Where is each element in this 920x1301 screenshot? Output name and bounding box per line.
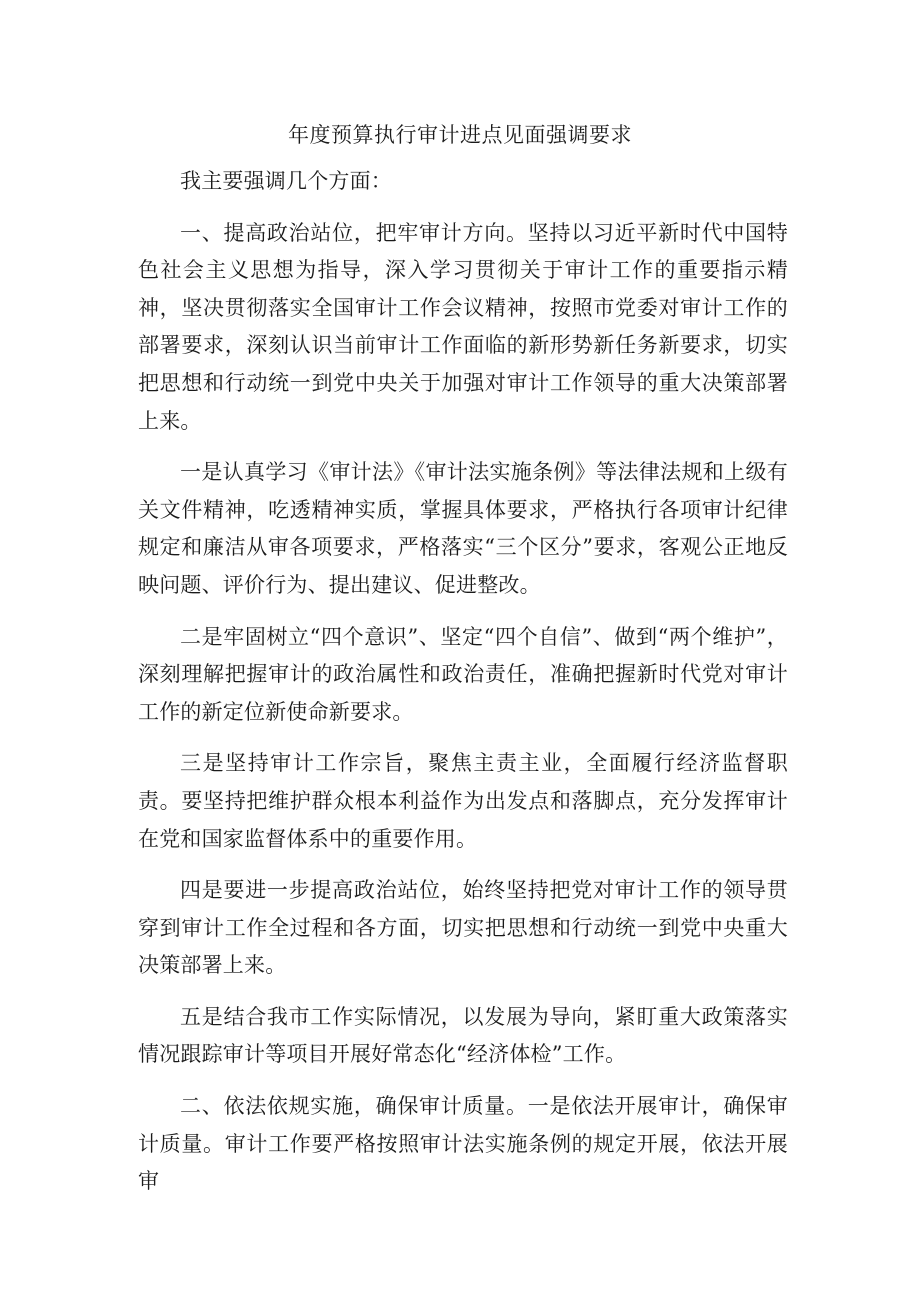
paragraph-intro: 我主要强调几个方面： xyxy=(180,169,392,193)
paragraph-point-5: 五是结合我市工作实际情况，以发展为导向，紧盯重大政策落实情况跟踪审计等项目开展好常态化“经济体检”工作。 xyxy=(138,1004,788,1067)
paragraph-point-2: 二是牢固树立“四个意识”、坚定“四个自信”、做到“两个维护”，深刻理解把握审计的政治属性和政治责任，准确把握新时代党对审计工作的新定位新使命新要求。 xyxy=(138,624,788,724)
paragraph-point-3: 三是坚持审计工作宗旨，聚焦主责主业，全面履行经济监督职责。要坚持把维护群众根本利益作为出发点和落脚点，充分发挥审计在党和国家监督体系中的重要作用。 xyxy=(138,751,788,851)
paragraph-point-4: 四是要进一步提高政治站位，始终坚持把党对审计工作的领导贯穿到审计工作全过程和各方面，切实把思想和行动统一到党中央重大决策部署上来。 xyxy=(138,878,788,978)
document-body xyxy=(138,163,788,1201)
paragraph-section-1: 一、提高政治站位，把牢审计方向。坚持以习近平新时代中国特色社会主义思想为指导，深入学习贯彻关于审计工作的重要指示精神，坚决贯彻落实全国审计工作会议精神，按照市党委对审计工作的部署要求，深刻认识当前审计工作面临的新形势新任务新要求，切实把思想和行动统一到党中央关于加强对审计工作领导的重大决策部署上来。 xyxy=(138,220,788,433)
paragraph-section-2: 二、依法依规实施，确保审计质量。一是依法开展审计，确保审计质量。审计工作要严格按照审计法实施条例的规定开展，依法开展审 xyxy=(138,1094,788,1194)
paragraph-point-1: 一是认真学习《审计法》《审计法实施条例》等法律法规和上级有关文件精神，吃透精神实质，掌握具体要求，严格执行各项审计纪律规定和廉洁从审各项要求，严格落实“三个区分”要求，客观公正地反映问题、评价行为、提出建议、促进整改。 xyxy=(138,460,788,597)
document-title: 年度预算执行审计进点见面强调要求 xyxy=(288,123,632,147)
